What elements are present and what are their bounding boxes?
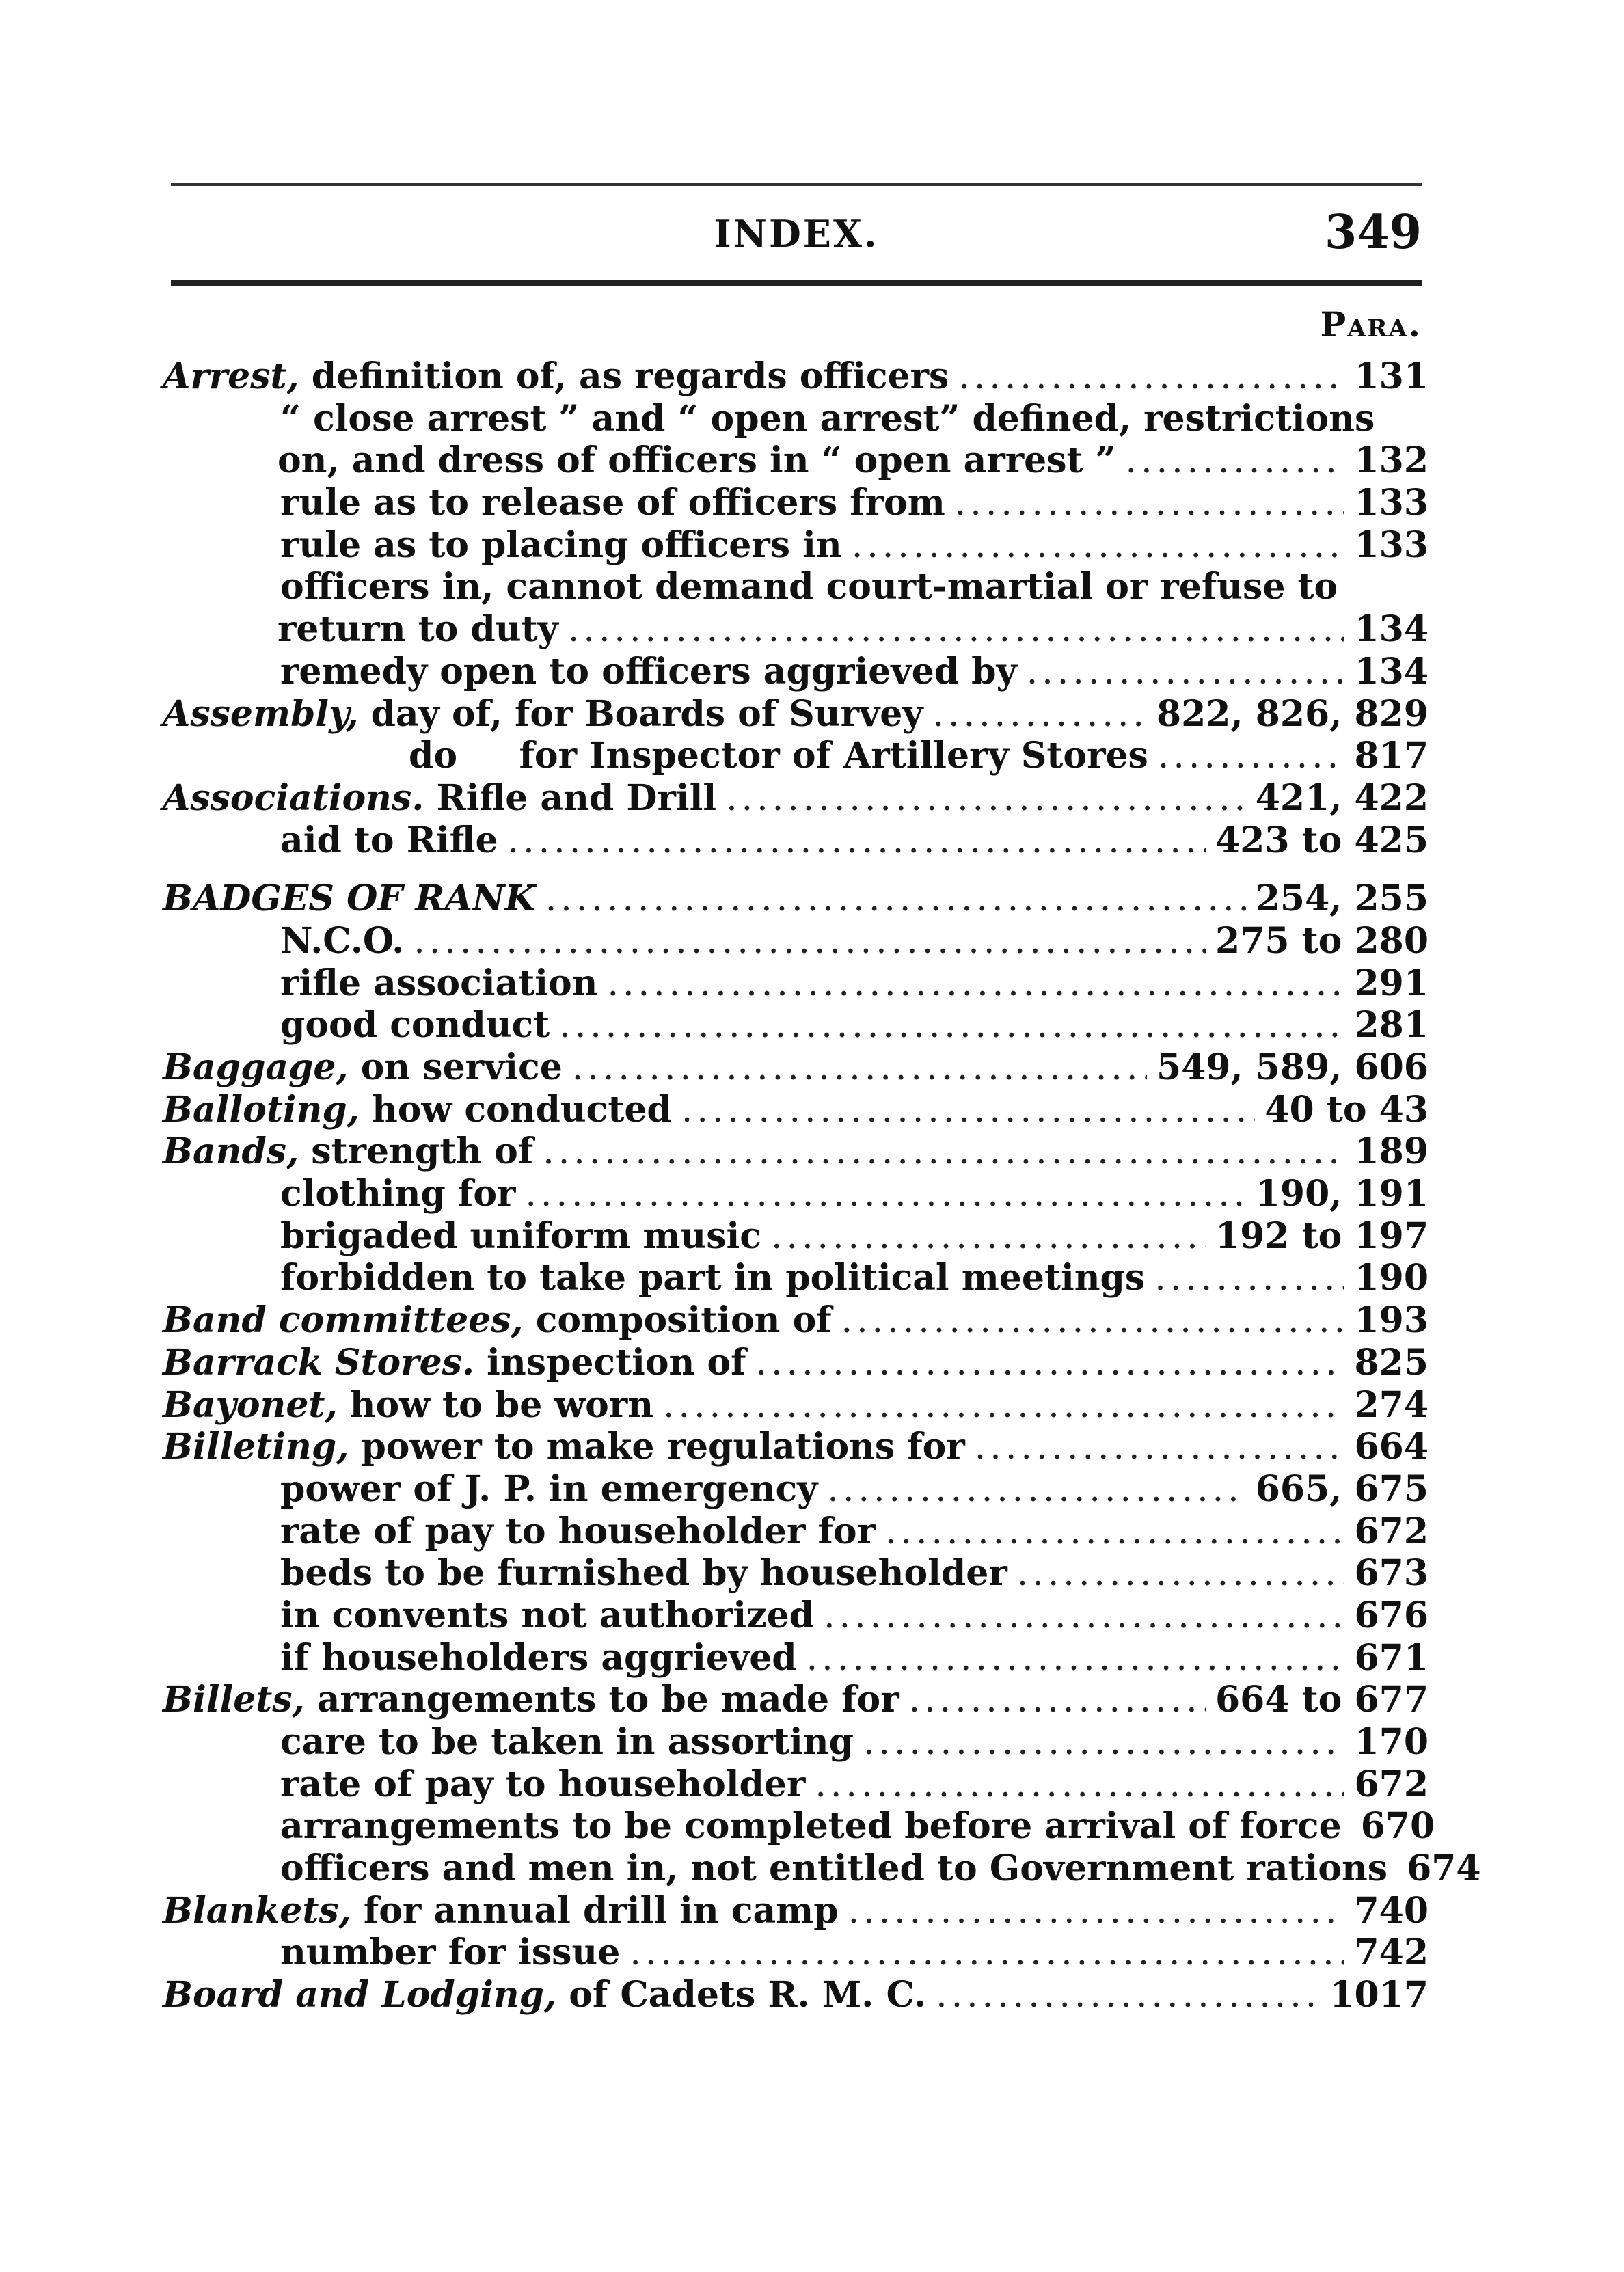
entry-description: power to make regulations for	[349, 1426, 965, 1468]
entry-description: definition of, as regards officers	[299, 355, 949, 397]
entry-description: aid to Rifle	[280, 819, 498, 861]
index-entry	[163, 1763, 1429, 1806]
entry-text	[163, 1342, 746, 1384]
entry-heading: Bands,	[163, 1131, 299, 1173]
entry-text	[163, 777, 716, 820]
paragraph-reference: 274	[1354, 1383, 1429, 1426]
top-rule	[171, 183, 1422, 186]
entry-description: good conduct	[280, 1004, 550, 1046]
entry-heading: Balloting,	[163, 1088, 360, 1131]
index-entry	[163, 439, 1429, 482]
entry-description: day of, for Boards of Survey	[358, 692, 923, 735]
page-number: 349	[1325, 205, 1422, 260]
paragraph-reference: 131	[1354, 355, 1429, 397]
paragraph-reference: 672	[1354, 1510, 1429, 1552]
paragraph-reference: 665, 675	[1255, 1468, 1429, 1510]
index-entry	[163, 1932, 1429, 1974]
paragraph-reference: 671	[1354, 1636, 1429, 1679]
entry-description: brigaded uniform music	[280, 1215, 761, 1257]
dot-leader	[827, 1469, 1245, 1511]
entry-text	[163, 693, 923, 735]
entry-text	[163, 355, 949, 398]
entry-description: power of J. P. in emergency	[280, 1468, 818, 1510]
index-entry	[163, 878, 1429, 920]
paragraph-reference: 673	[1354, 1552, 1429, 1595]
index-entry	[163, 962, 1429, 1005]
paragraph-reference: 281	[1354, 1004, 1429, 1046]
index-entry	[163, 1384, 1429, 1426]
entry-text	[280, 1763, 805, 1806]
entry-description: rate of pay to householder	[280, 1763, 806, 1805]
dot-leader	[572, 1047, 1147, 1090]
dot-leader	[630, 1932, 1344, 1975]
index-entry	[163, 566, 1429, 608]
entry-text	[163, 1089, 672, 1131]
page-title: INDEX.	[714, 212, 879, 256]
paragraph-reference: 742	[1354, 1932, 1429, 1974]
index-entry	[163, 1848, 1481, 1890]
entry-description: of Cadets R. M. C.	[556, 1974, 927, 2016]
dot-leader	[508, 820, 1206, 863]
entry-heading: Billeting,	[163, 1426, 349, 1468]
entry-description: in convents not authorized	[280, 1594, 815, 1636]
index-entry	[163, 1552, 1429, 1595]
dot-leader	[815, 1764, 1344, 1807]
entry-description: composition of	[523, 1299, 832, 1342]
entry-heading: Associations.	[163, 776, 424, 819]
entry-text	[280, 1848, 1388, 1890]
paragraph-reference: 40 to 43	[1264, 1088, 1429, 1131]
index-entry	[163, 1004, 1429, 1046]
entry-text	[163, 1299, 832, 1342]
entry-text	[280, 1215, 761, 1258]
index-entry	[163, 777, 1429, 820]
dot-leader	[543, 1131, 1344, 1174]
index-entry	[163, 1890, 1429, 1932]
paragraph-reference: 676	[1354, 1594, 1429, 1636]
entry-description: how to be worn	[337, 1383, 654, 1426]
paragraph-reference: 549, 589, 606	[1156, 1046, 1429, 1088]
entry-description: officers in, cannot demand court-martial or refuse to	[280, 566, 1338, 608]
index-entry	[163, 820, 1429, 862]
entry-description: do for Inspector of Artillery Stores	[409, 735, 1148, 777]
entry-text	[280, 651, 1017, 693]
index-entry	[163, 1257, 1429, 1299]
entry-heading: Bayonet,	[163, 1383, 338, 1426]
dot-leader	[975, 1426, 1345, 1469]
dot-leader	[559, 1005, 1344, 1047]
entry-text	[280, 1511, 876, 1553]
paragraph-reference: 134	[1354, 650, 1429, 692]
index-entry	[163, 1679, 1429, 1721]
index-entry	[163, 1089, 1429, 1131]
entry-heading: Assembly,	[163, 692, 359, 735]
paragraph-reference: 670	[1360, 1805, 1435, 1848]
entry-description: “ close arrest ” and “ open arrest” defined, restrictions	[280, 397, 1375, 439]
entry-description: arrangements to be completed before arrival of force	[280, 1805, 1342, 1848]
index-entry	[163, 1637, 1429, 1679]
index-entry	[163, 1974, 1429, 2016]
index-entry	[163, 398, 1429, 440]
index-entry	[163, 1131, 1429, 1173]
paragraph-reference: 421, 422	[1255, 776, 1429, 819]
index-entry	[163, 1511, 1429, 1553]
paragraph-reference: 254, 255	[1255, 878, 1429, 920]
index-entry	[163, 1595, 1429, 1637]
dot-leader	[955, 483, 1345, 525]
dot-leader	[848, 1891, 1345, 1933]
dot-leader	[771, 1216, 1206, 1258]
entry-text	[163, 1974, 926, 2016]
paragraph-reference: 190	[1354, 1257, 1429, 1299]
dot-leader	[1154, 1258, 1344, 1300]
dot-leader	[681, 1090, 1256, 1132]
index-entry	[163, 1215, 1429, 1258]
entry-text	[280, 524, 842, 567]
dot-leader	[1017, 1553, 1345, 1595]
entry-text	[280, 482, 945, 524]
index-entry	[163, 735, 1429, 777]
index-entry	[163, 1342, 1429, 1384]
index-entry	[163, 608, 1429, 651]
entry-description: care to be taken in assorting	[280, 1721, 854, 1763]
entry-heading: Arrest,	[163, 355, 299, 397]
entry-text	[280, 820, 498, 862]
paragraph-reference: 275 to 280	[1215, 919, 1429, 962]
paragraph-reference: 192 to 197	[1215, 1215, 1429, 1257]
paragraph-reference: 825	[1354, 1341, 1429, 1383]
entry-description: strength of	[299, 1131, 534, 1173]
paragraph-reference: 740	[1354, 1889, 1429, 1932]
header-rule	[171, 280, 1422, 286]
entry-text	[280, 1552, 1007, 1595]
index-entry	[163, 1173, 1429, 1215]
index-entry	[163, 1805, 1435, 1848]
dot-leader	[885, 1511, 1345, 1554]
dot-leader	[841, 1300, 1345, 1342]
dot-leader	[545, 878, 1246, 921]
entry-text	[163, 878, 536, 920]
running-head	[171, 205, 1422, 273]
entry-text	[280, 1595, 814, 1637]
index-entry	[163, 1468, 1429, 1511]
paragraph-reference: 170	[1354, 1721, 1429, 1763]
entry-text	[278, 439, 1116, 482]
index-entry	[163, 1426, 1429, 1468]
entry-text	[280, 962, 597, 1005]
entry-heading: Band committees,	[163, 1299, 524, 1342]
dot-leader	[824, 1595, 1344, 1638]
dot-leader	[756, 1342, 1345, 1385]
entry-description: for annual drill in camp	[351, 1889, 839, 1932]
dot-leader	[1126, 440, 1345, 483]
entry-description: on service	[348, 1046, 563, 1088]
index-entry	[163, 524, 1429, 567]
entry-description: rate of pay to householder for	[280, 1510, 876, 1552]
paragraph-reference: 133	[1354, 482, 1429, 524]
entry-text	[280, 1721, 854, 1763]
entry-heading: Blankets,	[163, 1889, 351, 1932]
entry-text	[163, 1679, 899, 1721]
dot-leader	[568, 609, 1345, 651]
dot-leader	[863, 1722, 1344, 1764]
paragraph-reference: 817	[1354, 735, 1429, 777]
paragraph-reference: 193	[1354, 1299, 1429, 1342]
entry-description: inspection of	[474, 1341, 746, 1383]
dot-leader	[936, 1975, 1320, 2017]
entry-text	[280, 1932, 620, 1974]
entry-text	[280, 1468, 817, 1511]
paragraph-reference: 672	[1354, 1763, 1429, 1805]
entry-description: number for issue	[280, 1932, 621, 1974]
entry-description: arrangements to be made for	[304, 1679, 899, 1721]
dot-leader	[1027, 651, 1345, 694]
paragraph-reference: 674	[1407, 1848, 1481, 1890]
dot-leader	[607, 963, 1344, 1005]
index-entry	[163, 693, 1429, 735]
paragraph-reference: 664 to 677	[1215, 1679, 1429, 1721]
entry-description: rule as to release of officers from	[280, 482, 945, 524]
entry-text	[163, 1426, 965, 1468]
entry-text	[163, 1131, 533, 1173]
entry-text	[280, 1173, 515, 1215]
paragraph-reference: 291	[1354, 962, 1429, 1004]
paragraph-reference: 132	[1354, 439, 1429, 482]
dot-leader	[852, 525, 1345, 567]
entry-text	[163, 1890, 839, 1932]
entry-heading: Board and Lodging,	[163, 1974, 557, 2016]
dot-leader	[909, 1679, 1206, 1722]
index-entry	[163, 1046, 1429, 1089]
dot-leader	[525, 1174, 1245, 1216]
entry-description: if householders aggrieved	[280, 1636, 797, 1679]
entry-text	[280, 1805, 1342, 1848]
paragraph-reference: 189	[1354, 1131, 1429, 1173]
dot-leader	[726, 778, 1246, 820]
index-entry	[163, 920, 1429, 962]
entry-text	[280, 398, 1375, 440]
paragraph-reference: 190, 191	[1255, 1173, 1429, 1215]
index-entry	[163, 482, 1429, 524]
dot-leader	[958, 356, 1344, 398]
entry-description: how conducted	[359, 1088, 672, 1131]
dot-leader	[414, 921, 1206, 963]
paragraph-reference: 423 to 425	[1215, 819, 1429, 861]
entry-text	[278, 608, 558, 651]
entry-description: rule as to placing officers in	[280, 524, 842, 566]
index-entry	[163, 651, 1429, 693]
paragraph-column-label: Para.	[1320, 304, 1422, 344]
entry-description: clothing for	[280, 1173, 516, 1215]
entry-heading: BADGES OF RANK	[163, 878, 536, 920]
dot-leader	[807, 1638, 1345, 1680]
entry-description: forbidden to take part in political meetings	[280, 1257, 1146, 1299]
entry-text	[163, 1384, 653, 1426]
entry-text	[280, 920, 404, 962]
entry-description: rifle association	[280, 962, 598, 1004]
entry-description: remedy open to officers aggrieved by	[280, 650, 1017, 692]
paragraph-reference: 822, 826, 829	[1156, 692, 1429, 735]
dot-leader	[663, 1385, 1344, 1427]
entry-heading: Billets,	[163, 1679, 305, 1721]
paragraph-reference: 133	[1354, 524, 1429, 566]
entry-heading: Barrack Stores.	[163, 1341, 475, 1383]
index-entries	[163, 355, 1481, 2016]
paragraph-reference: 134	[1354, 608, 1429, 651]
index-entry	[163, 355, 1429, 398]
entry-description: N.C.O.	[280, 919, 405, 962]
entry-description: return to duty	[278, 608, 558, 651]
index-entry	[163, 1299, 1429, 1342]
entry-description: officers and men in, not entitled to Government rations	[280, 1848, 1388, 1890]
dot-leader	[933, 694, 1147, 736]
entry-description: beds to be furnished by householder	[280, 1552, 1007, 1595]
paragraph-reference: 664	[1354, 1426, 1429, 1468]
entry-text	[163, 1046, 563, 1089]
entry-heading: Baggage,	[163, 1046, 349, 1088]
index-entry	[163, 1721, 1429, 1763]
entry-text	[280, 1257, 1145, 1299]
entry-description: on, and dress of officers in “ open arrest ”	[278, 439, 1116, 482]
paragraph-reference: 1017	[1329, 1974, 1429, 2016]
entry-text	[280, 1637, 797, 1679]
dot-leader	[1158, 735, 1345, 778]
entry-text	[409, 735, 1148, 777]
entry-text	[280, 1004, 550, 1046]
entry-text	[280, 566, 1338, 608]
entry-description: Rifle and Drill	[424, 776, 717, 819]
